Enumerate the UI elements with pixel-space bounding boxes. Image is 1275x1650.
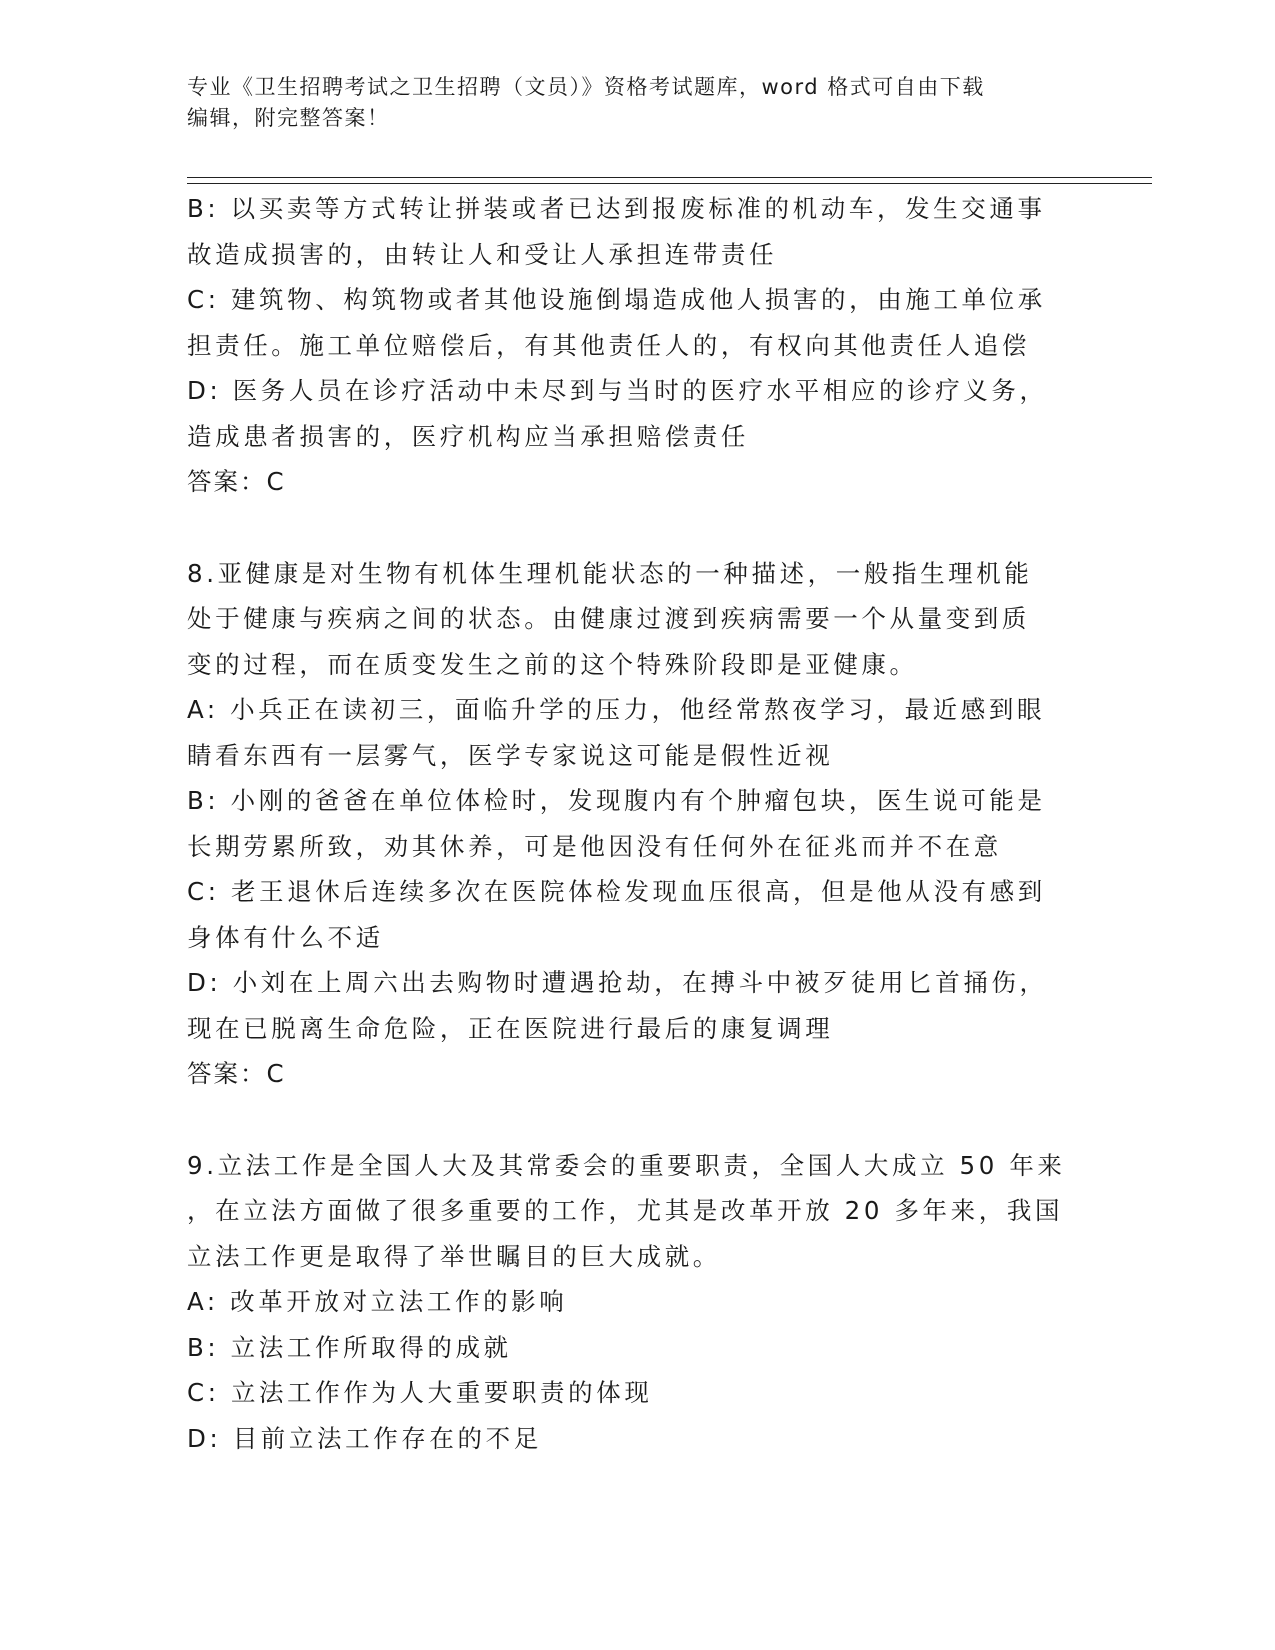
question-8 [187,551,1087,1097]
header-title-line-1: 专业《卫生招聘考试之卫生招聘（文员）》资格考试题库，word 格式可自由下载 [187,75,985,99]
q7-option-b-line-1: B: 以买卖等方式转让拼装或者已达到报废标准的机动车，发生交通事 [187,194,1046,223]
document-body [187,186,1087,1461]
q8-option-a-line-2: 睛看东西有一层雾气，医学专家说这可能是假性近视 [187,740,834,770]
header-title-line-2: 编辑，附完整答案！ [187,106,390,130]
q8-option-b-line-2: 长期劳累所致，劝其休养，可是他因没有任何外在征兆而并不在意 [187,831,1002,861]
q9-option-b: B: 立法工作所取得的成就 [187,1332,512,1362]
q8-stem-line-1: 8.亚健康是对生物有机体生理机能状态的一种描述，一般指生理机能 [187,558,1033,588]
q9-stem-line-1: 9.立法工作是全国人大及其常委会的重要职责，全国人大成立 50 年来 [187,1150,1066,1180]
q8-option-d-line-1: D: 小刘在上周六出去购物时遭遇抢劫，在搏斗中被歹徒用匕首捅伤， [187,968,1048,997]
q7-answer: 答案：C [187,467,286,496]
q8-option-a-line-1: A: 小兵正在读初三，面临升学的压力，他经常熬夜学习，最近感到眼 [187,695,1046,724]
q7-option-b-line-2: 故造成损害的，由转让人和受让人承担连带责任 [187,239,778,269]
q9-option-c: C: 立法工作作为人大重要职责的体现 [187,1378,653,1407]
q8-answer: 答案：C [187,1059,286,1088]
question-7 [187,186,1087,505]
spacer [187,1097,1087,1143]
q7-option-d-line-1: D: 医务人员在诊疗活动中未尽到与当时的医疗水平相应的诊疗义务， [187,376,1048,405]
q9-option-a: A: 改革开放对立法工作的影响 [187,1287,568,1316]
q7-option-c-line-1: C: 建筑物、构筑物或者其他设施倒塌造成他人损害的，由施工单位承 [187,285,1046,314]
q9-option-d: D: 目前立法工作存在的不足 [187,1423,542,1453]
q7-option-d-line-2: 造成患者损害的，医疗机构应当承担赔偿责任 [187,421,749,451]
q9-stem-line-2: ，在立法方面做了很多重要的工作，尤其是改革开放 20 多年来，我国 [187,1196,1064,1225]
q8-option-b-line-1: B: 小刚的爸爸在单位体检时，发现腹内有个肿瘤包块，医生说可能是 [187,786,1046,815]
header-divider-bottom [187,183,1152,184]
q8-stem-line-2: 处于健康与疾病之间的状态。由健康过渡到疾病需要一个从量变到质 [187,604,1030,633]
q9-stem-line-3: 立法工作更是取得了举世瞩目的巨大成就。 [187,1241,721,1271]
document-header [187,72,1067,134]
question-9 [187,1143,1087,1462]
q8-option-d-line-2: 现在已脱离生命危险，正在医院进行最后的康复调理 [187,1013,834,1043]
header-divider-top [187,177,1152,178]
q8-option-c-line-2: 身体有什么不适 [187,922,384,952]
q8-option-c-line-1: C: 老王退休后连续多次在医院体检发现血压很高，但是他从没有感到 [187,877,1046,906]
q8-stem-line-3: 变的过程，而在质变发生之前的这个特殊阶段即是亚健康。 [187,649,918,679]
q7-option-c-line-2: 担责任。施工单位赔偿后，有其他责任人的，有权向其他责任人追偿 [187,330,1030,360]
spacer [187,505,1087,551]
